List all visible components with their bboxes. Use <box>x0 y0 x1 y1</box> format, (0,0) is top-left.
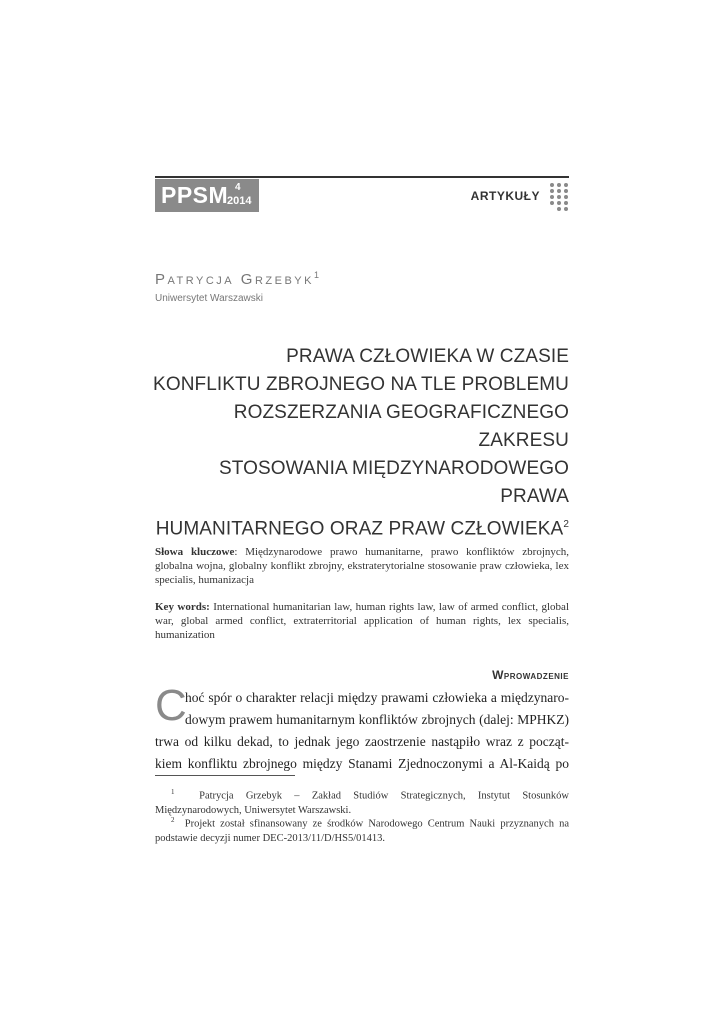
title-line: HUMANITARNEGO ORAZ PRAW CZŁOWIEKA$^2$ <box>155 518 569 540</box>
title-line: STOSOWANIA MIĘDZYNARODOWEGO PRAWA <box>218 458 569 507</box>
header-rule <box>155 176 569 178</box>
footnote-text: Patrycja Grzebyk – Zakład Studiów Strategicznych, Instytut Stosunków Międzynarodowych, Uniwersytet Warszawski. <box>155 790 569 816</box>
title-line: ROZSZERZANIA GEOGRAFICZNEGO ZAKRESU <box>233 402 569 451</box>
journal-logo-box <box>155 179 259 212</box>
keywords-polish-text: : Międzynarodowe prawo humanitarne, prawo konfliktów zbrojnych, globalna wojna, globalny konflikt zbrojny, ekstraterytorialne stosowanie praw człowieka, lex specialis, humanizacja <box>155 546 570 586</box>
body-line: hoć spór o charakter relacji między prawami człowieka a międzynaro- <box>185 690 569 705</box>
issue-number: 4 <box>235 182 241 193</box>
title-line: PRAWA CZŁOWIEKA W CZASIE <box>286 346 569 367</box>
dot-grid-icon <box>550 183 570 213</box>
title-line: KONFLIKTU ZBROJNEGO NA TLE PROBLEMU <box>153 374 569 395</box>
title-footnote-ref: 2 <box>563 519 569 530</box>
journal-logo: PPSM <box>161 182 229 208</box>
keywords-english <box>155 600 569 642</box>
keywords-english-label: Key words: <box>155 601 210 613</box>
footnote-text: Projekt został sfinansowany ze środków Narodowego Centrum Nauki przyznanych na podstawie decyzji numer DEC-2013/11/D/HS5/01413. <box>155 818 569 844</box>
footnote-rule <box>155 775 295 776</box>
keywords-english-text: International humanitarian law, human rights law, law of armed conflict, global war, global armed conflict, extraterritorial application of human rights, lex specialis, humanization <box>155 601 569 641</box>
drop-cap: C <box>155 681 187 730</box>
keywords-polish <box>155 545 569 587</box>
author-affiliation: Uniwersytet Warszawski <box>155 293 263 304</box>
author-name-text: Patrycja Grzebyk <box>155 271 314 288</box>
body-line: trwa od kilku dekad, to jednak jego zaostrzenie nastąpiło wraz z począt- <box>155 734 569 749</box>
issue-year: 2014 <box>227 195 252 207</box>
section-label: ARTYKUŁY <box>470 189 540 203</box>
body-line: kiem konfliktu zbrojnego między Stanami Zjednoczonymi a Al-Kaidą po <box>155 756 569 771</box>
footnote-number: 2 <box>171 816 175 824</box>
footnote-number: 1 <box>171 788 175 796</box>
footnote-2 <box>155 813 569 846</box>
author-footnote-ref: 1 <box>313 270 319 280</box>
keywords-polish-label: Słowa kluczowe <box>155 546 235 558</box>
article-title <box>150 343 569 543</box>
body-line: dowym prawem humanitarnym konfliktów zbrojnych (dalej: MPHKZ) <box>185 712 569 727</box>
section-heading: Wprowadzenie <box>492 668 569 682</box>
author-name <box>155 270 319 288</box>
